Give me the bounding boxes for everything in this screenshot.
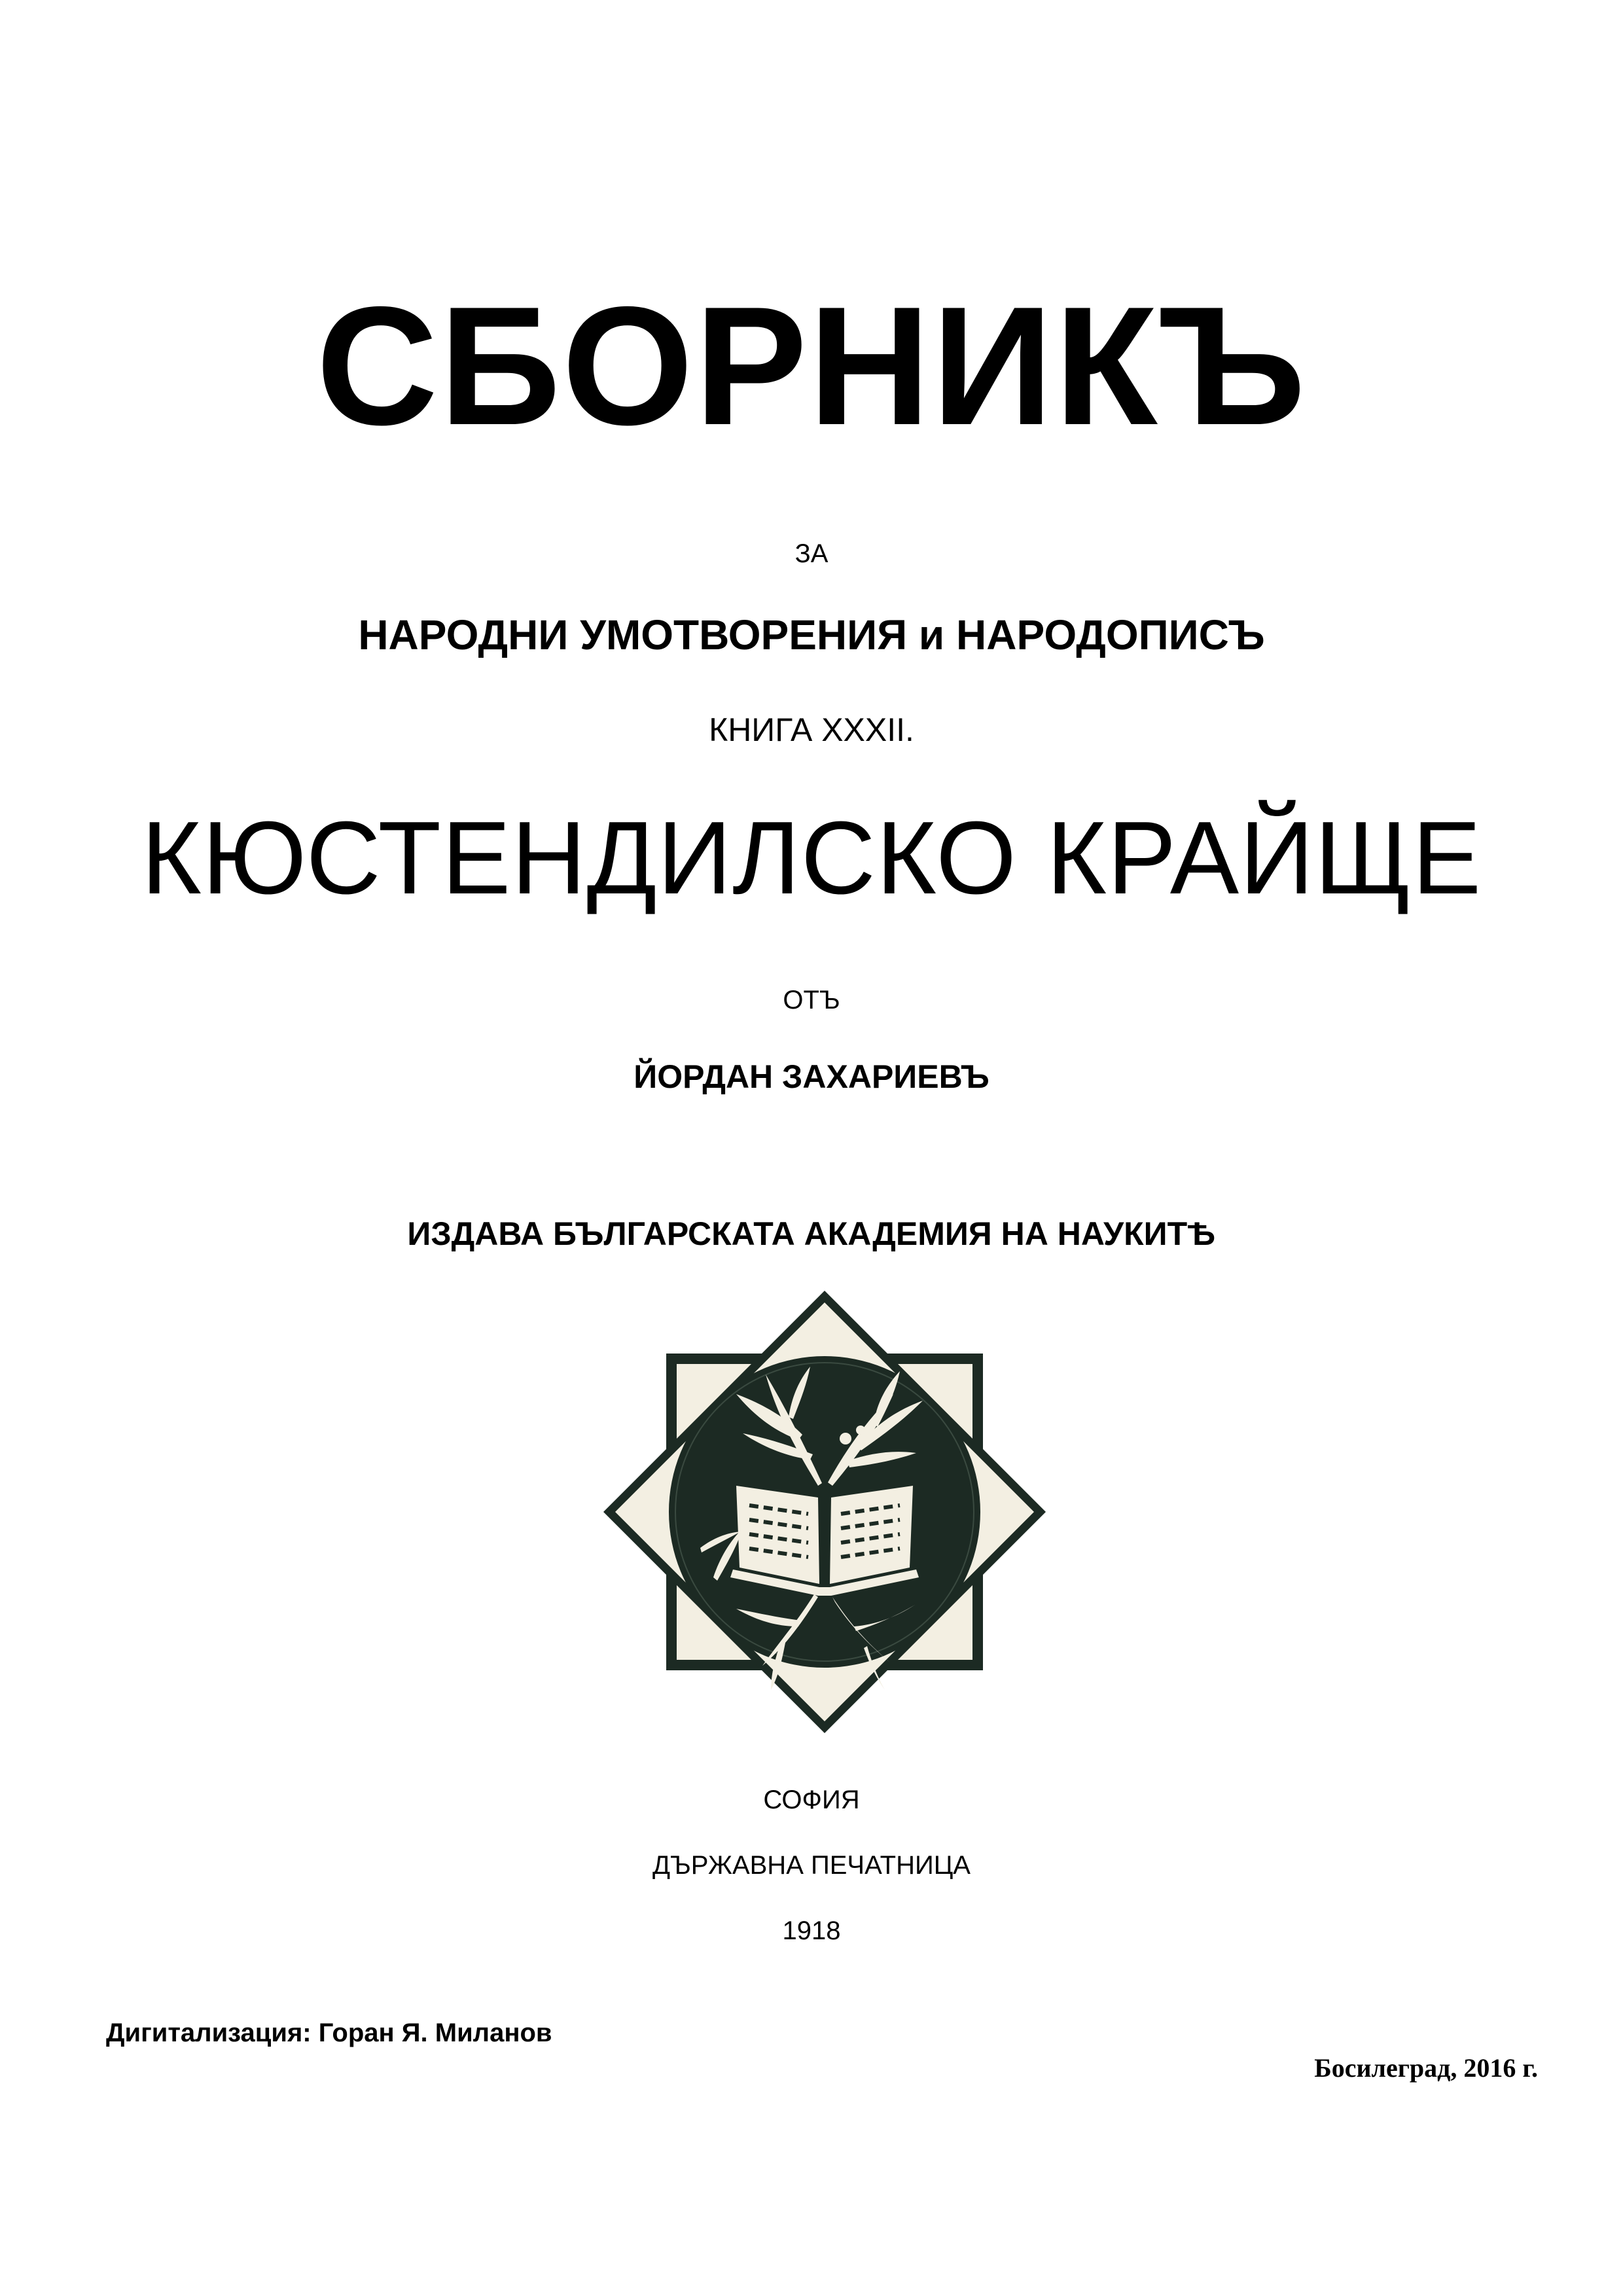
- series-subtitle-part1: НАРОДНИ УМОТВОРЕНИЯ: [358, 611, 908, 658]
- imprint-city: СОФИЯ: [763, 1785, 860, 1814]
- publisher-line: ИЗДАВА БЪЛГАРСКАТА АКАДЕМИЯ НА НАУКИТѢ: [407, 1215, 1216, 1252]
- series-subtitle: [0, 611, 1623, 658]
- series-title: СБОРНИКЪ: [315, 271, 1308, 460]
- digitization-credit: Дигитализация: Горан Я. Миланов: [106, 2018, 552, 2047]
- imprint-year: 1918: [782, 1916, 841, 1945]
- series-preposition: ЗА: [794, 539, 829, 568]
- author-preposition: ОТЪ: [783, 986, 840, 1014]
- place-date: Босилеград, 2016 г.: [1314, 2053, 1538, 2083]
- academy-emblem-icon: [602, 1289, 1047, 1734]
- author-name: ЙОРДАН ЗАХАРИЕВЪ: [633, 1058, 990, 1095]
- imprint-press: ДЪРЖАВНА ПЕЧАТНИЦА: [652, 1851, 971, 1880]
- series-subtitle-conjunction: и: [918, 611, 945, 658]
- emblem-open-book: [730, 1486, 919, 1596]
- work-title: КЮСТЕНДИЛСКО КРАЙЩЕ: [141, 800, 1482, 916]
- volume-number: КНИГА XXXII.: [709, 711, 914, 748]
- series-subtitle-part2: НАРОДОПИСЪ: [956, 611, 1265, 658]
